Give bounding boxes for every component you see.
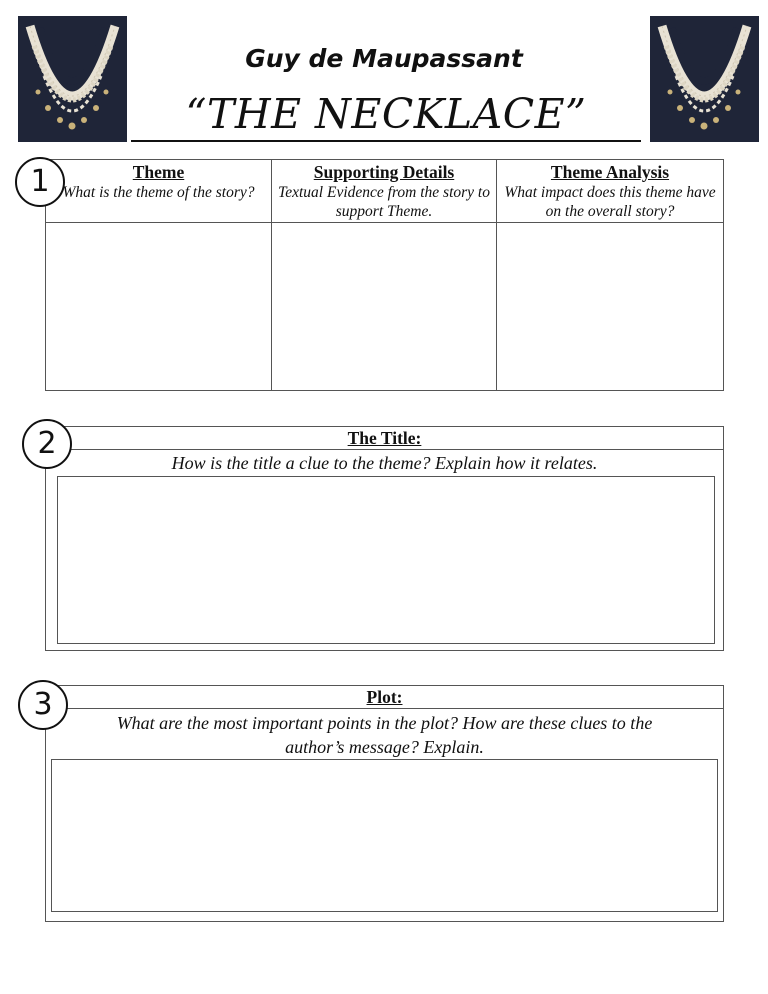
title-section-question: How is the title a clue to the theme? Explain how it relates. <box>171 453 598 473</box>
necklace-photo-right <box>650 16 759 142</box>
theme-analysis-heading: Theme Analysis <box>550 162 670 182</box>
title-section <box>45 426 724 651</box>
theme-table <box>45 159 724 391</box>
theme-answer-area[interactable] <box>46 223 271 389</box>
supporting-details-subtitle: Textual Evidence from the story to support Theme. <box>278 184 490 220</box>
supporting-details-heading: Supporting Details <box>313 162 455 182</box>
theme-heading: Theme <box>132 162 185 182</box>
author-name: Guy de Maupassant <box>245 44 523 73</box>
story-title: “THE NECKLACE” <box>185 90 587 138</box>
section-1-number: 1 <box>15 157 65 207</box>
necklace-image-left <box>18 16 127 142</box>
title-underline <box>131 140 641 142</box>
title-answer-box[interactable] <box>57 476 715 644</box>
section-2-number: 2 <box>22 419 72 469</box>
theme-analysis-header <box>497 160 723 223</box>
supporting-details-header <box>272 160 496 223</box>
necklace-photo-left <box>18 16 127 142</box>
plot-section-question: What are the most important points in the plot? How are these clues to the author’s message? Explain. <box>116 713 653 757</box>
plot-section-heading: Plot: <box>46 686 723 709</box>
theme-column-header <box>46 160 271 223</box>
supporting-details-column <box>272 160 497 390</box>
theme-analysis-answer-area[interactable] <box>497 223 723 389</box>
necklace-image-right <box>650 16 759 142</box>
title-section-heading: The Title: <box>46 427 723 450</box>
theme-column <box>46 160 272 390</box>
plot-answer-box[interactable] <box>51 759 718 912</box>
theme-subtitle: What is the theme of the story? <box>62 184 255 201</box>
theme-analysis-subtitle: What impact does this theme have on the overall story? <box>504 184 716 220</box>
plot-section <box>45 685 724 922</box>
theme-analysis-column <box>497 160 723 390</box>
section-3-number: 3 <box>18 680 68 730</box>
supporting-details-answer-area[interactable] <box>272 223 496 389</box>
